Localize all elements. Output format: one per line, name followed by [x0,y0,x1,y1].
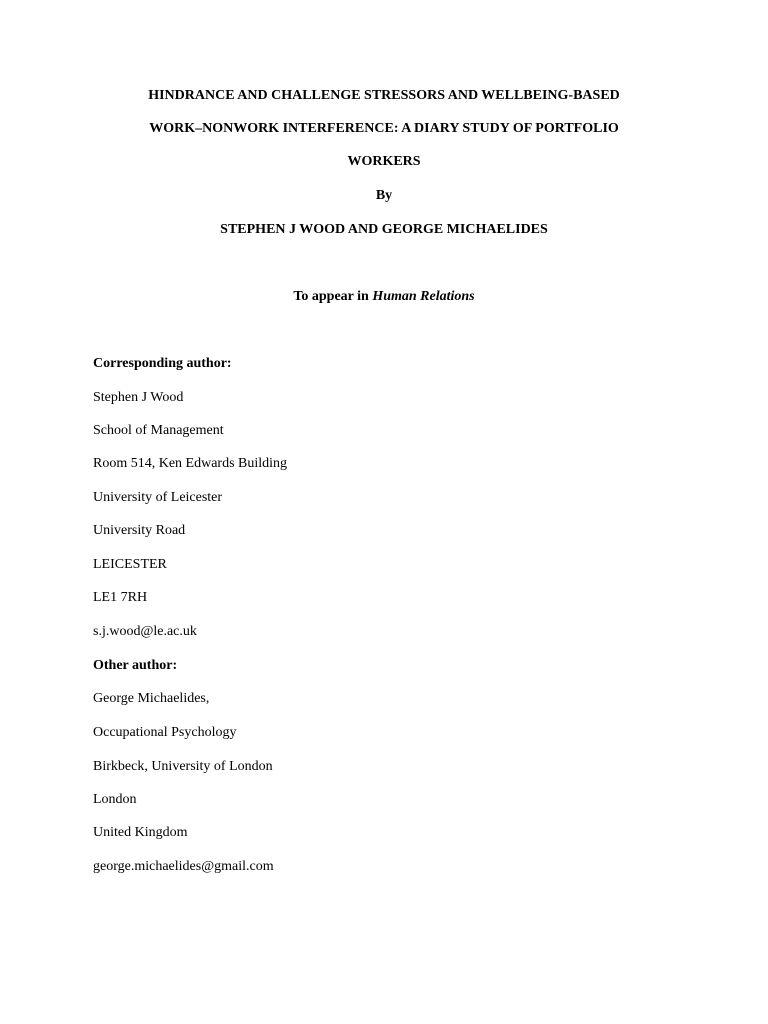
corresponding-author-heading: Corresponding author: [93,356,232,371]
journal-name: Human Relations [372,289,475,304]
corresponding-author-road: University Road [93,523,186,538]
author-names: STEPHEN J WOOD AND GEORGE MICHAELIDES [220,222,548,237]
publication-prefix: To appear in [293,289,373,304]
corresponding-author-postcode: LE1 7RH [93,590,148,605]
other-author-name: George Michaelides, [93,691,210,706]
corresponding-author-email: s.j.wood@le.ac.uk [93,624,197,639]
publication-note [0,287,768,307]
other-author-email: george.michaelides@gmail.com [93,859,274,874]
other-author-country: United Kingdom [93,825,188,840]
corresponding-author-city: LEICESTER [93,557,167,572]
corresponding-author-room: Room 514, Ken Edwards Building [93,456,288,471]
paper-title-line-3: WORKERS [347,154,421,169]
paper-title-line-1: HINDRANCE AND CHALLENGE STRESSORS AND WELLBEING-BASED [148,88,620,103]
other-author-institution: Birkbeck, University of London [93,759,273,774]
other-author-heading: Other author: [93,658,178,673]
corresponding-author-university: University of Leicester [93,490,223,505]
by-label: By [375,188,393,203]
corresponding-author-department: School of Management [93,423,224,438]
corresponding-author-name: Stephen J Wood [93,390,184,405]
other-author-department: Occupational Psychology [93,725,237,740]
paper-title-line-2: WORK–NONWORK INTERFERENCE: A DIARY STUDY OF PORTFOLIO [149,121,619,136]
other-author-city: London [93,792,137,807]
